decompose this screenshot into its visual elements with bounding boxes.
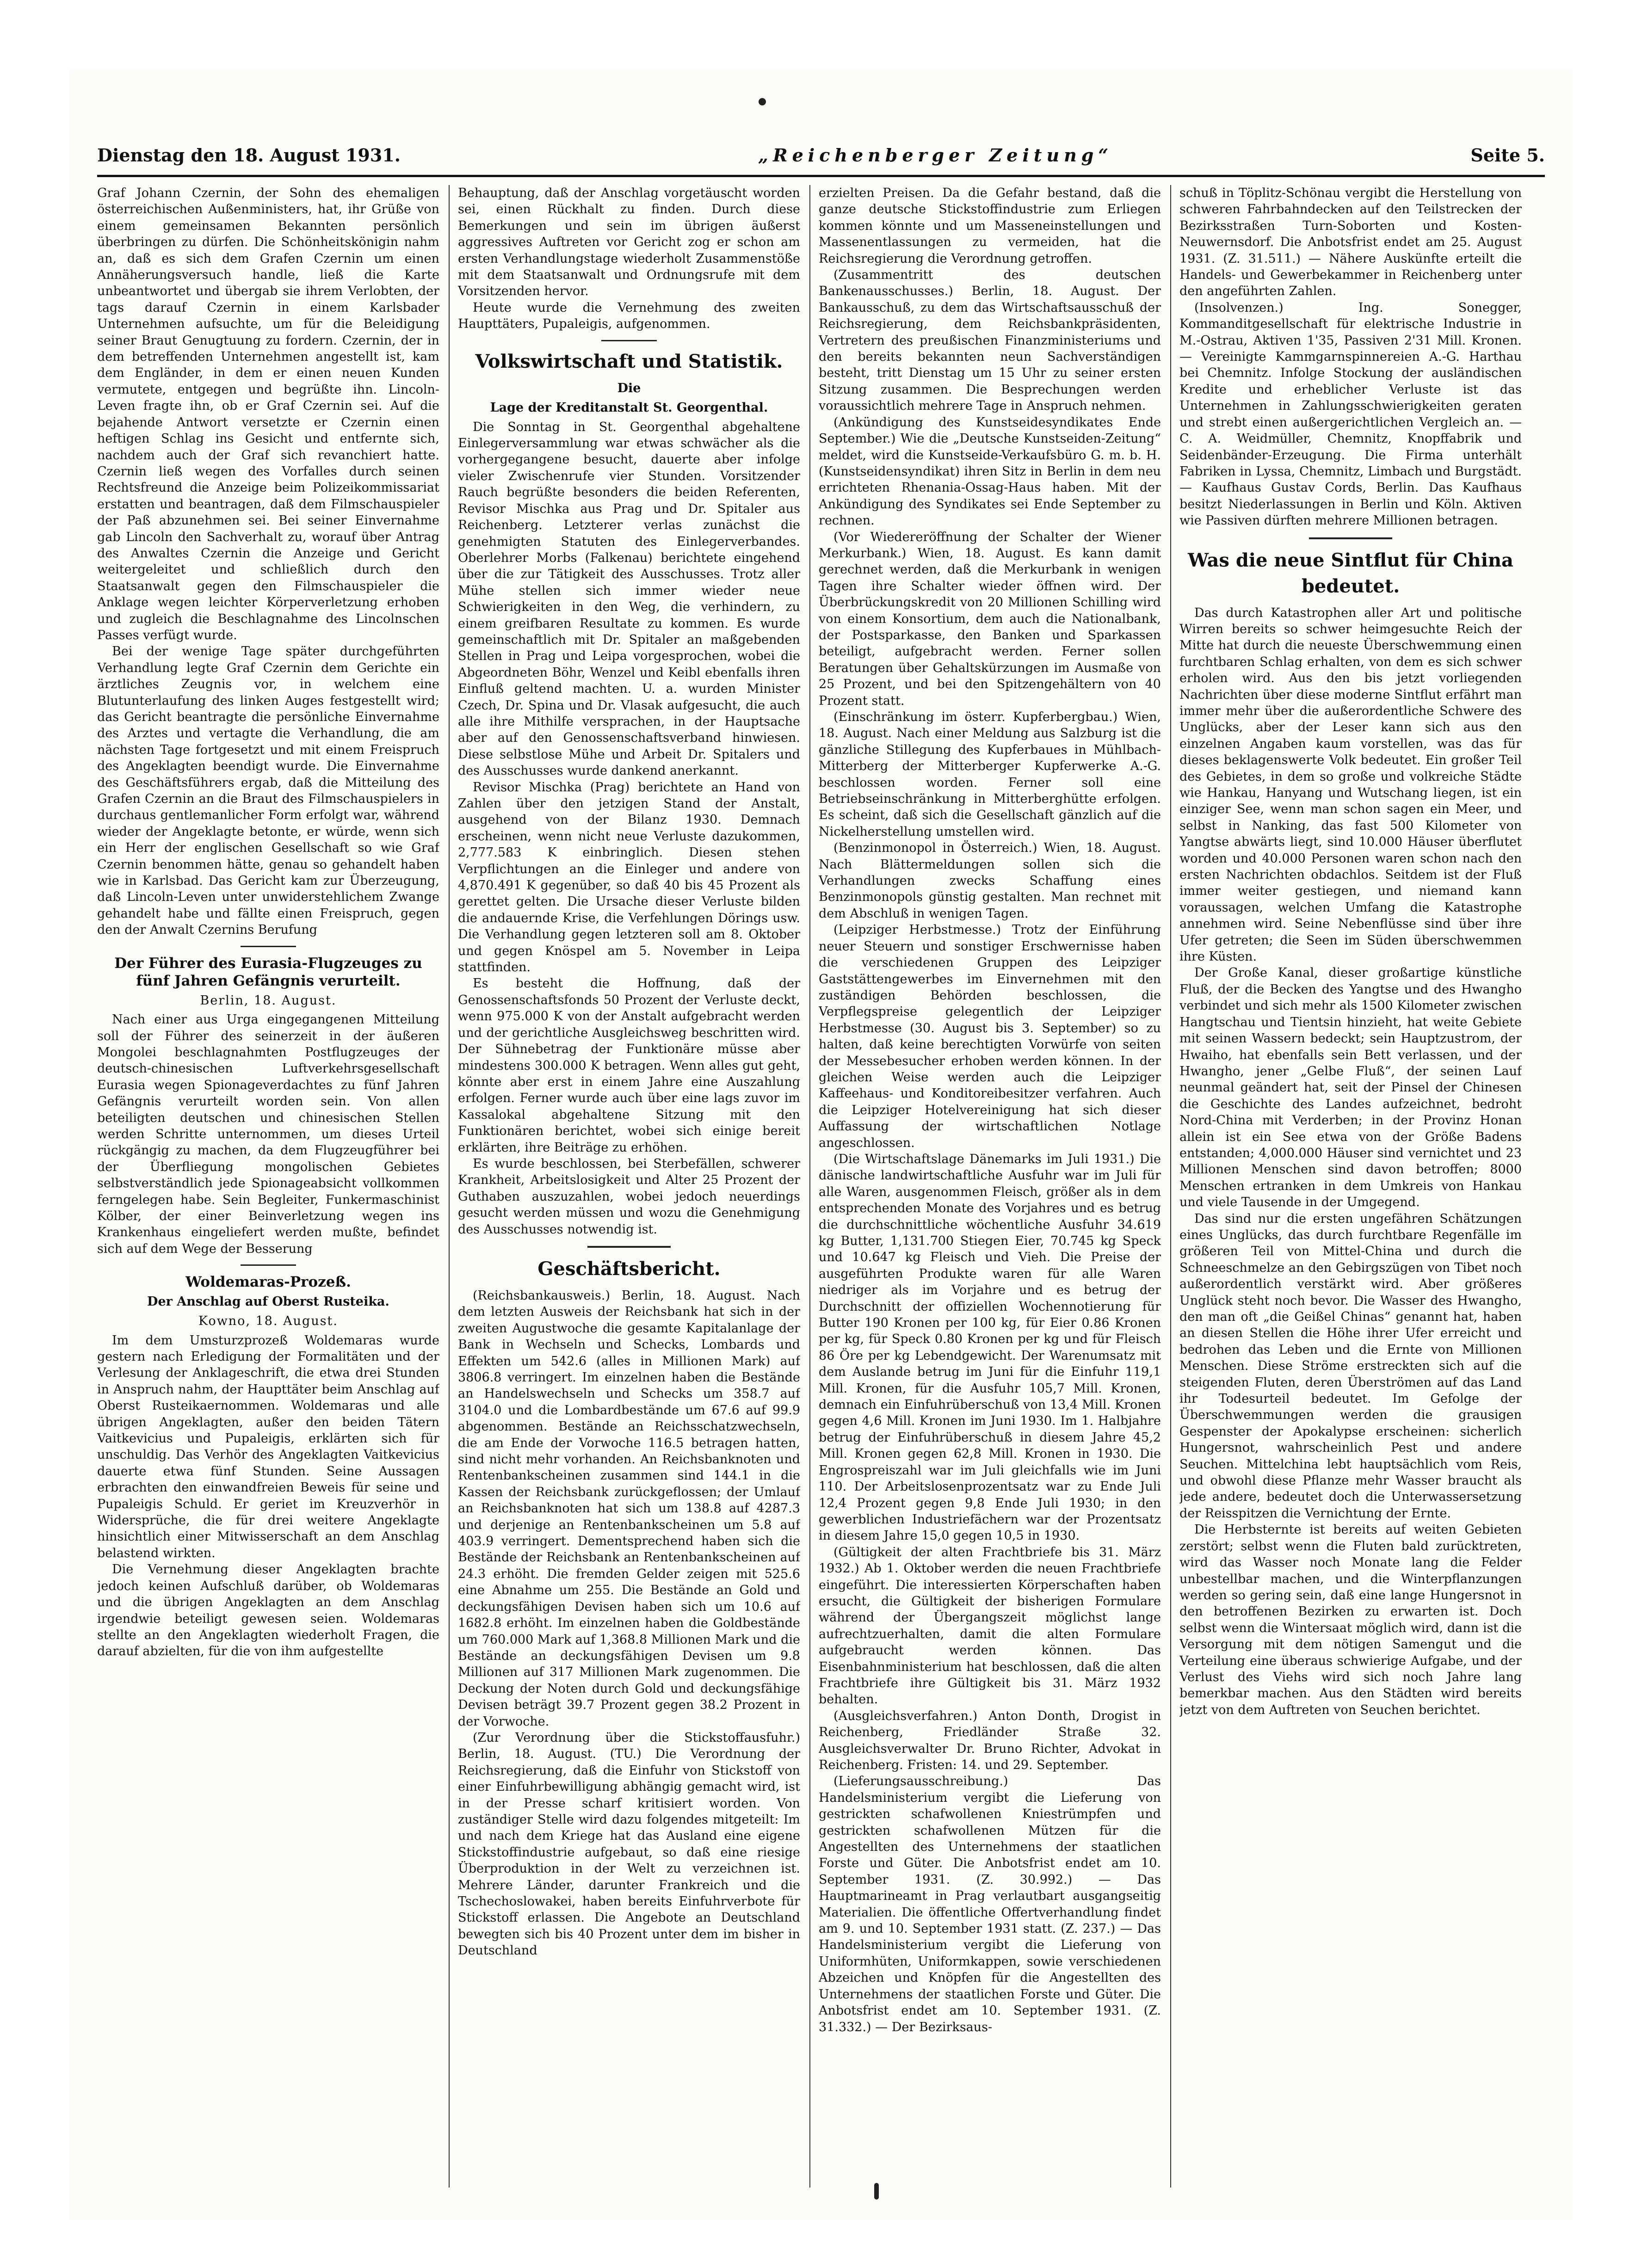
article-paragraph: (Benzinmonopol in Österreich.) Wien, 18. August. Nach Blättermeldungen sollen sich die Verhandlungen zwecks Schaffung eines Benzinmonopols günstig gestalten. Man rechnet mit dem Abschluß in wenigen Tagen. [819,841,1161,921]
page-header [97,141,1545,169]
print-mark [874,2183,879,2200]
section-heading: Geschäftsbericht. [537,1257,721,1280]
article-paragraph: (Reichsbankausweis.) Berlin, 18. August. Nach dem letzten Ausweis der Reichsbank hat sich in der zweiten Augustwoche die gesamte Kapitalanlage der Bank in Wechseln und Schecks, Lombards und Effekten um 542.6 (alles in Millionen Mark) auf 3806.8 verringert. Im einzelnen haben die Bestände an Handelswechseln und Schecks um 358.7 auf 3104.0 und die Lombardbestände um 67.6 auf 99.9 abgenommen. Bestände an Reichsschatzwechseln, die am Ende der Vorwoche 116.5 betragen hatten, sind nicht mehr vorhanden. An Reichsbanknoten und Rentenbankscheinen zusammen sind 144.1 in die Kassen der Reichsbank zurückgeflossen; der Umlauf an Reichsbanknoten hat sich um 138.8 auf 4287.3 und derjenige an Rentenbankscheinen um 5.8 auf 403.9 verringert. Dementsprechend haben sich die Bestände der Reichsbank an Rentenbankscheinen auf 24.3 erhöht. Die fremden Gelder zeigen mit 525.6 eine Abnahme um 255. Die Bestände an Gold und deckungsfähigen Devisen haben sich um 10.6 auf 1682.8 erhöht. Im einzelnen haben die Goldbestände um 760.000 Mark auf 1,368.8 Millionen Mark und die Bestände an deckungsfähigen Devisen um 9.8 Millionen auf 317 Millionen Mark zugenommen. Die Deckung der Noten durch Gold und deckungsfähige Devisen beträgt 39.7 Prozent gegen 38.2 Prozent in der Vorwoche. [458,1288,800,1729]
headline-woldemaras: Woldemaras-Prozeß. [185,1274,351,1291]
article-paragraph: (Einschränkung im österr. Kupferbergbau.) Wien, 18. August. Nach einer Meldung aus Salzburg ist die gänzliche Stillegung des Kupferbaues in Mühlbach-Mitterberg der Mitterberger Kupferwerke A.-G. beschlossen worden. Ferner soll eine Betriebseinschränkung in Mitterberghütte erfolgen. Es scheint, daß sich die Gesellschaft gänzlich auf die Nickelherstellung umstellen wird. [819,710,1161,839]
column-2 [458,185,800,2183]
article-paragraph: (Vor Wiedereröffnung der Schalter der Wiener Merkurbank.) Wien, 18. August. Es kann damit gerechnet werden, daß die Merkurbank in wenigen Tagen ihre Schalter wieder öffnen wird. Der Überbrückungskredit von 20 Millionen Schilling wird von einem Konsortium, dem auch die Nationalbank, der Postsparkasse, den Banken und Sparkassen beteiligt, aufgebracht werden. Ferner sollen Beratungen über Gehaltskürzungen im Ausmaße von 25 Prozent, und bei den Spitzengehältern von 40 Prozent statt. [819,530,1161,708]
masthead: „Reichenberger Zeitung“ [758,144,1113,166]
dateline: Kowno, 18. August. [198,1314,338,1329]
article-paragraph: Nach einer aus Urga eingegangenen Mitteilung soll der Führer des seinerzeit in der äußeren Mongolei beschlagnahmten Postflugzeuges der deutsch-chinesischen Luftverkehrsgesellschaft Eurasia wegen Spionageverdachtes zu fünf Jahren Gefängnis verurteilt worden sein. Von allen beteiligten deutschen und chinesischen Stellen werden Schritte unternommen, um dieses Urteil rückgängig zu machen, da dem Flugzeugführer bei der Überfliegung mongolischen Gebietes selbstverständlich jede Spionageabsicht vollkommen ferngelegen habe. Sein Begleiter, Funkermaschinist Kölber, der einer Beinverletzung wegen ins Krankenhaus eingeliefert werden mußte, befindet sich auf dem Wege der Besserung [97,1012,439,1256]
article-paragraph: Graf Johann Czernin, der Sohn des ehemaligen österreichischen Außenministers, hat, ihr Grüße von einem gemeinsamen Bekannten persönlich überbringen zu dürfen. Die Schönheitskönigin nahm an, daß es sich dem Grafen Czernin um einen Annäherungsversuch handle, ließ die Karte unbeantwortet und übergab sie ihrem Verlobten, der tags darauf Czernin in einem Karlsbader Unternehmen aufsuchte, um für die Beleidigung seiner Braut Genugtuung zu fordern. Czernin, der in dem betreffenden Unternehmen angestellt ist, kam dem Engländer, in dem er einen neuen Kunden vermutete, entgegen und begrüßte ihn. Lincoln-Leven fragte ihn, ob er Graf Czernin sei. Auf die bejahende Antwort versetzte er Czernin einen heftigen Schlag ins Gesicht und entfernte sich, nachdem auch der Graf sich revanchiert hatte. Czernin ließ wegen des Vorfalles durch seinen Rechtsfreund die Anzeige beim Polizeikommissariat erstatten und beantragen, daß dem Filmschauspieler der Paß abzunehmen sei. Bei seiner Einvernahme gab Lincoln den Sachverhalt zu, worauf über Antrag des Anwaltes Czernin die Anzeige und Gericht weitergeleitet und schließlich durch den Staatsanwalt gegen den Filmschauspieler die Anklage wegen leichter Körperverletzung erhoben und zugleich die Beschlagnahme des Lincolnschen Passes verfügt wurde. [97,186,439,642]
article-paragraph: Das sind nur die ersten ungefähren Schätzungen eines Unglücks, das durch furchtbare Regenfälle im größeren Teil von Mittel-China und durch die Schneeschmelze an den Gebirgszügen von Tibet noch außerordentlich verstärkt wird. Aber größeres Unglück steht noch bevor. Die Wasser des Hwangho, den man oft „die Geißel Chinas“ genannt hat, haben an diesen Stellen die Höhe ihrer Ufer erreicht und bedrohen das Leben und die Ernte von Millionen Menschen. Diese Ströme erstreckten sich auf die steigenden Fluten, deren Überströmen auf das Land ihr Todesurteil bedeutet. Im Gefolge der Überschwemmungen werden die grausigen Gespenster der Apokalypse erscheinen: sicherlich Hungersnot, wahrscheinlich Pest und andere Seuchen. Mittelchina lebt hauptsächlich vom Reis, und obwohl diese Pflanze mehr Wasser braucht als jede andere, bedeutet doch die Unterwassersetzung der Reisspitzen die Vernichtung der Ernte. [1179,1211,1522,1521]
article-paragraph: (Insolvenzen.) Ing. Sonegger, Kommanditgesellschaft für elektrische Industrie in M.-Ostrau, Aktiven 1'35, Passiven 2'31 Mill. Kronen. — Vereinigte Kammgarnspinnereien A.-G. Harthau bei Chemnitz. Infolge Stockung der ausländischen Kredite und erheblicher Verluste ist das Unternehmen in Zahlungsschwierigkeiten geraten und strebt einen außergerichtlichen Vergleich an. — C. A. Weidmüller, Chemnitz, Knopffabrik und Seidenbänder-Erzeugung. Die Firma unterhält Fabriken in Lyssa, Chemnitz, Limbach und Burgstädt. — Kaufhaus Gustav Cords, Berlin. Das Kaufhaus besitzt Niederlassungen in Berlin und Köln. Aktiven wie Passiven dürften mehrere Millionen betragen. [1179,300,1522,528]
print-dot [759,98,766,105]
newspaper-page [69,69,1573,2220]
header-rule [97,175,1545,177]
column-rule [1170,185,1171,2188]
section-heading: Volkswirtschaft und Statistik. [475,350,783,372]
article-paragraph: (Gültigkeit der alten Frachtbriefe bis 31. März 1932.) Ab 1. Oktober werden die neuen Frachtbriefe eingeführt. Die interessierten Körperschaften haben ersucht, die Gültigkeit der bisherigen Formulare während der Übergangszeit möglichst lange aufrechtzuerhalten, damit die alten Formulare aufgebraucht werden können. Das Eisenbahnministerium hat beschlossen, daß die alten Frachtbriefe ihre Gültigkeit bis 31. März 1932 behalten. [819,1545,1161,1707]
article-paragraph: Die Sonntag in St. Georgenthal abgehaltene Einlegerversammlung war etwas schwächer als die vorhergegangene besucht, dauerte aber infolge vieler Zwischenrufe vier Stunden. Vorsitzender Rauch begrüßte besonders die beiden Referenten, Revisor Mischka aus Prag und Dr. Spitaler aus Reichenberg. Letzterer verlas zunächst die genehmigten Statuten des Einlegerverbandes. Oberlehrer Morbs (Falkenau) berichtete eingehend über die zur Tätigkeit des Ausschusses. Trotz aller Mühe stellen sich immer wieder neue Schwierigkeiten in den Weg, die verhindern, zu einem greifbaren Resultate zu kommen. Es wurde gemeinschaftlich mit Dr. Spitaler an maßgebenden Stellen in Prag und Leipa vorgesprochen, wobei die Abgeordneten Böhr, Wenzel und Keibl ebenfalls ihren Einfluß geltend machten. U. a. wurden Minister Czech, Dr. Spina und Dr. Vlasak aufgesucht, die auch alle ihre Mithilfe versprachen, in der Hauptsache aber auf den Genossenschaftsverband hinwiesen. Diese selbstlose Mühe und Arbeit Dr. Spitalers und des Ausschusses wurde dankend anerkannt. [458,419,800,778]
headline-die: Die [617,381,641,395]
article-paragraph: (Zur Verordnung über die Stickstoffausfuhr.) Berlin, 18. August. (TU.) Die Verordnung der Reichsregierung, daß die Einfuhr von Stickstoff von einer Einfuhrbewilligung abhängig gemacht wird, ist in der Presse scharf kritisiert worden. Von zuständiger Stelle wird dazu folgendes mitgeteilt: Im und nach dem Kriege hat das Ausland eine eigene Stickstoffindustrie aufgebaut, so daß eine riesige Überproduktion in der Welt zu verzeichnen ist. Mehrere Länder, darunter Frankreich und die Tschechoslowakei, haben bereits Einfuhrverbote für Stickstoff erlassen. Die Angebote an Deutschland bewegten sich bis 40 Prozent unter dem im bisher in Deutschland [458,1730,800,1958]
separator [587,1246,671,1248]
separator [601,340,657,341]
article-paragraph: (Die Wirtschaftslage Dänemarks im Juli 1931.) Die dänische landwirtschaftliche Ausfuhr war im Juli für alle Waren, ausgenommen Fleisch, größer als in dem entsprechenden Monate des Vorjahres und es betrug die durchschnittliche wöchentliche Ausfuhr 34.619 kg Butter, 1,131.700 Stiegen Eier, 70.745 kg Speck und 10.647 kg Fleisch und Vieh. Die Preise der ausgeführten Produkte waren für alle Waren niedriger als im Vorjahre und es betrug der Durchschnitt der offiziellen Wochennotierung für Butter 190 Kronen per 100 kg, für Eier 0.86 Kronen per kg, für Speck 0.80 Kronen per kg und für Fleisch 86 Öre per kg Lebendgewicht. Der Warenumsatz mit dem Auslande betrug im Juni für die Einfuhr 119,1 Mill. Kronen, für die Ausfuhr 105,7 Mill. Kronen, demnach ein Einfuhrüberschuß von 13,4 Mill. Kronen gegen 4,6 Mill. Kronen im Juni 1930. Im 1. Halbjahre betrug der Einfuhrüberschuß in diesem Jahre 45,2 Mill. Kronen gegen 62,8 Mill. Kronen in 1930. Die Engrospreiszahl war im Juli gleichfalls wie im Juni 110. Der Arbeitslosenprozentsatz war zu Ende Juli 12,4 Prozent gegen 9,8 Ende Juli 1930; in den gewerblichen Industriefächern war der Prozentsatz in diesem Jahre 15,0 gegen 10,5 in 1930. [819,1152,1161,1543]
article-paragraph: erzielten Preisen. Da die Gefahr bestand, daß die ganze deutsche Stickstoffindustrie zum Erliegen kommen könnte und um Masseneinstellungen und Massenentlassungen zu vermeiden, hat die Reichsregierung die Verordnung getroffen. [819,186,1161,266]
article-paragraph: Im dem Umsturzprozeß Woldemaras wurde gestern nach Erledigung der Formalitäten und der Verlesung der Anklageschrift, die etwa drei Stunden in Anspruch nahm, der Haupttäter beim Anschlag auf Oberst Rusteikaernommen. Woldemaras und alle übrigen Angeklagten, außer den beiden Tätern Vaitkevicius und Pupaleigis, erklärten sich für unschuldig. Das Verhör des Angeklagten Vaitkevicius dauerte etwa fünf Stunden. Seine Aussagen erbrachten den einwandfreien Beweis für seine und Pupaleigis Schuld. Er geriet im Kreuzverhör in Widersprüche, die für drei weitere Angeklagte hinsichtlich einer Mitwisserschaft an dem Anschlag belastend wirkten. [97,1333,439,1560]
article-paragraph: Es wurde beschlossen, bei Sterbefällen, schwerer Krankheit, Arbeitslosigkeit und Alter 25 Prozent der Guthaben auszuzahlen, wobei jedoch neuerdings gesucht werden müssen und wozu die Genehmigung des Ausschusses notwendig ist. [458,1156,800,1237]
article-paragraph: Das durch Katastrophen aller Art und politische Wirren bereits so schwer heimgesuchte Reich der Mitte hat durch die neueste Überschwemmung einen furchtbaren Schlag erhalten, von dem es sich schwer erholen wird. Aus den bis jetzt vorliegenden Nachrichten über diese moderne Sintflut erfährt man immer mehr über die außerordentliche Schwere des Unglücks, aber der Leser kann sich aus den einzelnen Angaben kaum vorstellen, was das für dieses beklagenswerte Volk bedeutet. Ein großer Teil des Gebietes, in dem so große und volkreiche Städte wie Hankau, Hanyang und Wutschang liegen, ist ein einziger See, wenn man schon sagen ein Meer, und selbst in Nanking, das fast 500 Kilometer von Yangtse abwärts liegt, sind 10.000 Häuser überflutet worden und 40.000 Personen waren schon nach den ersten Nachrichten obdachlos. Seitdem ist der Fluß immer weiter gestiegen, und niemand kann voraussagen, welchen Umfang die Katastrophe annehmen wird. Seine Nebenflüsse sind über ihre Ufer getreten; die Seen im Süden überschwemmen ihre Küsten. [1179,605,1522,964]
separator [241,1264,296,1266]
article-paragraph: Bei der wenige Tage später durchgeführten Verhandlung legte Graf Czernin dem Gerichte ein ärztliches Zeugnis vor, in welchem eine Blutunterlaufung des linken Auges festgestellt wird; das Gericht beantragte die persönliche Einvernahme des Arztes und vertagte die Verhandlung, die am nächsten Tage fortgesetzt und mit einem Freispruch des Angeklagten beendigt wurde. Die Einvernahme des Geschäftsführers ergab, daß die Mitteilung des Grafen Czernin an die Braut des Filmschauspielers in durchaus gentlemanlicher Form erfolgt war, während wieder der Angeklagte betonte, er würde, wenn sich ein Herr der englischen Gesellschaft so wie Graf Czernin benommen hätte, genau so gehandelt haben wie in Karlsbad. Das Gericht kam zur Überzeugung, daß Lincoln-Leven unter unwiderstehlichem Zwange gehandelt habe und fällte einen Freispruch, gegen den der Anwalt Czernins Berufung [97,644,439,937]
column-1 [97,185,439,2183]
separator [1309,537,1392,539]
article-paragraph: (Zusammentritt des deutschen Bankenausschusses.) Berlin, 18. August. Der Bankausschuß, zu dem das Wirtschaftsausschuß der Reichsregierung, dem Reichsbankpräsidenten, Vertretern des preußischen Finanzministeriums und den bereits bekannten neun Sachverständigen besteht, tritt Dienstag um 15 Uhr zu seiner ersten Sitzung zusammen. Die Besprechungen werden voraussichtlich mehrere Tage in Anspruch nehmen. [819,268,1161,413]
article-paragraph: Die Vernehmung dieser Angeklagten brachte jedoch keinen Aufschluß darüber, ob Woldemaras und die übrigen Angeklagten an dem Anschlag irgendwie beteiligt gewesen seien. Woldemaras stellte an den Angeklagten wiederholt Fragen, die darauf abzielten, für die von ihm aufgestellte [97,1562,439,1659]
article-paragraph: Es besteht die Hoffnung, daß der Genossenschaftsfonds 50 Prozent der Verluste deckt, wenn 975.000 K von der Anstalt aufgebracht werden und der gerichtliche Ausgleichsweg beschritten wird. Der Sühnebetrag der Funktionäre müsse aber mindestens 300.000 K betragen. Wenn alles gut geht, könnte aber erst in einem Jahre eine Auszahlung erfolgen. Ferner wurde auch über eine lags zuvor im Kassalokal abgehaltene Sitzung mit den Funktionären berichtet, wobei sich einige bereit erklärten, ihre Beiträge zu erhöhen. [458,976,800,1155]
issue-date: Dienstag den 18. August 1931. [97,144,401,166]
page-number: Seite 5. [1470,144,1545,166]
separator [241,946,296,947]
article-paragraph: Heute wurde die Vernehmung des zweiten Haupttäters, Pupaleigis, aufgenommen. [458,300,800,332]
column-rule [809,185,810,2188]
dateline: Berlin, 18. August. [200,993,337,1008]
subheadline: Der Anschlag auf Oberst Rusteika. [147,1294,389,1309]
article-paragraph: (Ausgleichsverfahren.) Anton Donth, Drogist in Reichenberg, Friedländer Straße 32. Ausgleichsverwalter Dr. Bruno Richter, Advokat in Reichenberg. Fristen: 14. und 29. September. [819,1708,1161,1772]
article-paragraph: schuß in Töplitz-Schönau vergibt die Herstellung von schweren Fahrbahndecken auf den Teilstrecken der Bezirksstraßen Turn-Soborten und Kosten-Neuwernsdorf. Die Anbotsfrist endet am 25. August 1931. (Z. 31.511.) — Nähere Auskünfte erteilt die Handels- und Gewerbekammer in Reichenberg unter den angeführten Zahlen. [1179,186,1522,299]
article-paragraph: (Lieferungsausschreibung.) Das Handelsministerium vergibt die Lieferung von gestrickten schafwollenen Kniestrümpfen und gestrickten schafwollenen Mützen für die Angestellten des Unternehmens der staatlichen Forste und Güter. Die Anbotsfrist endet am 10. September 1931. (Z. 30.992.) — Das Hauptmarineamt in Prag verlautbart ausgangseitig Materialien. Die öffentliche Offertverhandlung findet am 9. und 10. September 1931 statt. (Z. 237.) — Das Handelsministerium vergibt die Lieferung von Uniformhüten, Uniformkappen, sowie verschiedenen Abzeichen und Knöpfen für die Angestellten des Unternehmens der staatlichen Forste und Güter. Die Anbotsfrist endet am 10. September 1931. (Z. 31.332.) — Der Bezirksaus- [819,1774,1161,2034]
article-paragraph: Die Herbsternte ist bereits auf weiten Gebieten zerstört; selbst wenn die Fluten bald zurücktreten, wird das Wasser noch Monate lang die Felder unbestellbar machen, und die Winterpflanzungen werden so gering sein, daß eine lange Hungersnot in den betroffenen Bezirken zu erwarten ist. Doch selbst wenn die Wintersaat möglich wird, dann ist die Versorgung mit dem nötigen Samengut und die Verteilung eine überaus schwierige Aufgabe, und der Verlust des Viehs wird sich noch Jahre lang bemerkbar machen. Aus den Städten wird bereits jetzt von dem Auftreten von Seuchen berichtet. [1179,1522,1522,1717]
article-paragraph: Der Große Kanal, dieser großartige künstliche Fluß, der die Becken des Yangtse und des Hwangho verbindet und sich mehr als 1500 Kilometer zwischen Hangtschau und Tientsin hinzieht, hat weite Gebiete mit seinen Wassern bedeckt; sein Hauptzustrom, der Hwaiho, hat ebenfalls sein Bett verlassen, und der Hwangho, jener „Gelbe Fluß“, der seinen Lauf neunmal geändert hat, seit der Pinsel der Chinesen die Geschichte des Landes aufzeichnet, bedroht Nord-China mit Verderben; in der Provinz Honan allein ist ein See etwa von der Größe Badens entstanden; 4,000.000 Häuser sind vernichtet und 23 Millionen Menschen sind davon betroffen; 8000 Menschen ertranken in dem Umkreis von Hankau und viele Tausende in der Umgegend. [1179,966,1522,1210]
column-rule [449,185,450,2188]
column-4 [1179,185,1522,2183]
headline-kreditanstalt: Lage der Kreditanstalt St. Georgenthal. [490,400,768,415]
column-3 [819,185,1161,2183]
article-paragraph: Behauptung, daß der Anschlag vorgetäuscht worden sei, einen Rückhalt zu finden. Durch diese Bemerkungen und sein im übrigen äußerst aggressives Auftreten vor Gericht zog er schon am ersten Verhandlungstage wiederholt Zusammenstöße mit dem Staatsanwalt und Ordnungsrufe mit dem Vorsitzenden hervor. [458,186,800,299]
article-paragraph: (Ankündigung des Kunstseidesyndikates Ende September.) Wie die „Deutsche Kunstseiden-Zeitung“ meldet, wird die Kunstseide-Verkaufsbüro G. m. b. H. (Kunstseidensyndikat) ihren Sitz in Berlin in dem neu errichteten Rhenania-Ossag-Haus haben. Mit der Ankündigung des Syndikates sei Ende September zu rechnen. [819,415,1161,528]
article-paragraph: (Leipziger Herbstmesse.) Trotz der Einführung neuer Steuern und sonstiger Erschwernisse haben die verschiedenen Gruppen des Leipziger Gaststättengewerbes im Einvernehmen mit den zuständigen Behörden beschlossen, die Verpflegspreise gelegentlich der Leipziger Herbstmesse (30. August bis 3. September) so zu halten, daß keine berechtigten Vorwürfe von seiten der Messebesucher erhoben werden können. In der gleichen Weise werden auch die Leipziger Kaffeehaus- und Konditoreibesitzer verfahren. Auch die Leipziger Hotelvereinigung hat sich dieser Auffassung der wirtschaftlichen Notlage angeschlossen. [819,923,1161,1150]
headline-eurasia: Der Führer des Eurasia-Flugzeuges zu fünf Jahren Gefängnis verurteilt. [114,955,422,989]
headline-sintflut: Was die neue Sintflut für China bedeutet. [1188,549,1513,597]
article-paragraph: Revisor Mischka (Prag) berichtete an Hand von Zahlen über den jetzigen Stand der Anstalt, ausgehend von der Bilanz 1930. Demnach erscheinen, wenn nicht neue Verluste dazukommen, 2,777.583 K einbringlich. Diesen stehen Verpflichtungen an die Einleger und andere von 4,870.491 K gegenüber, so daß 40 bis 45 Prozent als gerettet gelten. Die Ursache dieser Verluste bilden die andauernde Krise, die Verfehlungen Dörings usw. Die Verhandlung gegen letzteren soll am 8. Oktober und gegen Knöspel am 5. November in Leipa stattfinden. [458,780,800,975]
